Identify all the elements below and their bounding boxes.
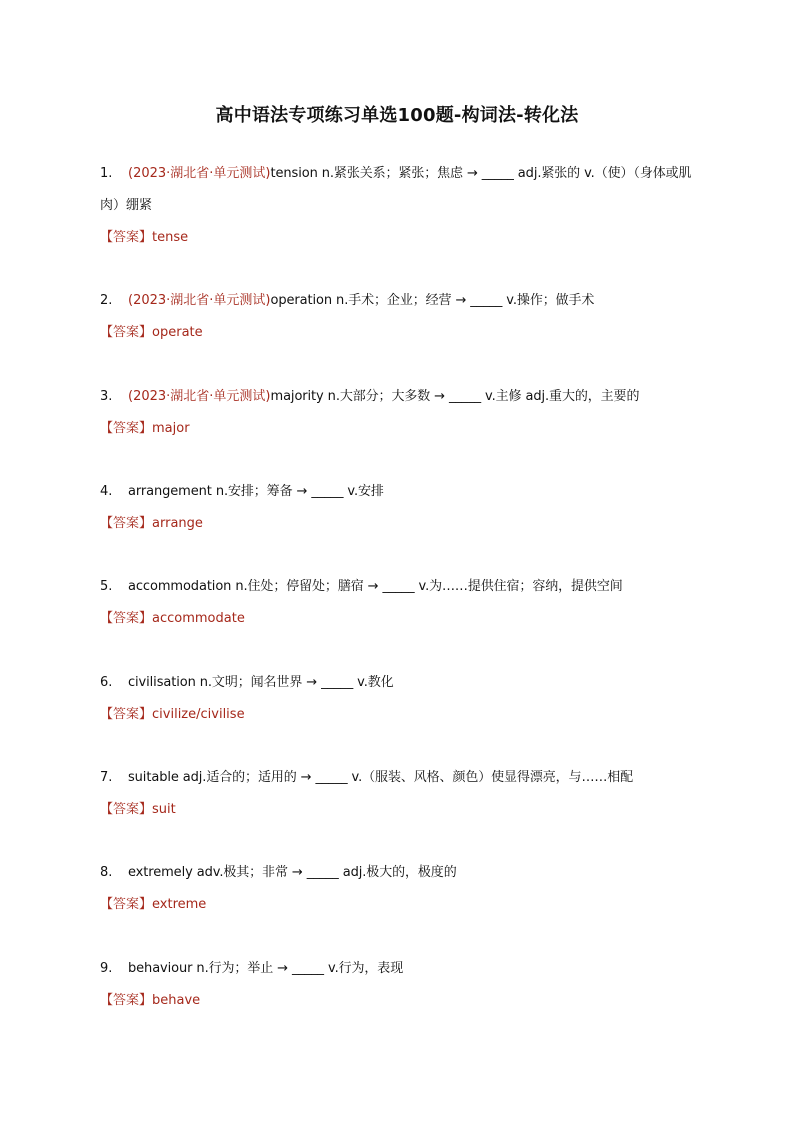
answer-5 xyxy=(100,609,245,629)
question-stem: tension n.紧张关系；紧张；焦虑 → _____ adj.紧张的 v.（使）（身体或肌 xyxy=(270,166,692,181)
question-number: 9. xyxy=(100,961,113,976)
question-number: 6. xyxy=(100,675,113,690)
answer-6 xyxy=(100,705,245,725)
answer-value: major xyxy=(152,421,190,436)
question-number: 4. xyxy=(100,484,113,499)
answer-9 xyxy=(100,991,200,1011)
question-2 xyxy=(100,285,730,317)
question-source: (2023·湖北省·单元测试) xyxy=(128,389,271,404)
question-stem: majority n.大部分；大多数 → _____ v.主修 adj.重大的，主要的 xyxy=(270,389,640,404)
question-stem: operation n.手术；企业；经营 → _____ v.操作；做手术 xyxy=(270,293,595,308)
answer-label: 【答案】 xyxy=(100,611,153,626)
question-7 xyxy=(100,762,730,794)
page-title: 高中语法专项练习单选100题-构词法-转化法 xyxy=(215,105,579,126)
answer-label: 【答案】 xyxy=(100,516,153,531)
question-1-continuation: 肉）绷紧 xyxy=(100,198,153,213)
question-stem: suitable adj.适合的；适用的 → _____ v.（服装、风格、颜色）使显得漂亮，与……相配 xyxy=(128,770,634,785)
question-4 xyxy=(100,476,730,508)
question-number: 5. xyxy=(100,579,113,594)
question-stem: accommodation n.住处；停留处；膳宿 → _____ v.为……提供住宿；容纳，提供空间 xyxy=(128,579,623,594)
question-number: 1. xyxy=(100,166,113,181)
answer-value: arrange xyxy=(152,516,203,531)
answer-value: operate xyxy=(152,325,203,340)
answer-label: 【答案】 xyxy=(100,230,153,245)
question-number: 2. xyxy=(100,293,113,308)
answer-value: accommodate xyxy=(152,611,245,626)
answer-value: civilize/civilise xyxy=(152,707,245,722)
question-stem: civilisation n.文明；闻名世界 → _____ v.教化 xyxy=(128,675,394,690)
answer-7 xyxy=(100,800,176,820)
question-stem: extremely adv.极其；非常 → _____ adj.极大的，极度的 xyxy=(128,865,457,880)
question-number: 3. xyxy=(100,389,113,404)
answer-label: 【答案】 xyxy=(100,993,153,1008)
question-source: (2023·湖北省·单元测试) xyxy=(128,166,271,181)
question-9 xyxy=(100,953,730,985)
question-6 xyxy=(100,667,730,699)
answer-label: 【答案】 xyxy=(100,802,153,817)
answer-value: suit xyxy=(152,802,176,817)
answer-label: 【答案】 xyxy=(100,421,153,436)
question-stem: arrangement n.安排；筹备 → _____ v.安排 xyxy=(128,484,384,499)
answer-value: extreme xyxy=(152,897,207,912)
question-5 xyxy=(100,571,730,603)
answer-3 xyxy=(100,419,190,439)
question-1 xyxy=(100,158,730,190)
answer-1 xyxy=(100,228,188,248)
answer-label: 【答案】 xyxy=(100,897,153,912)
question-stem: behaviour n.行为；举止 → _____ v.行为，表现 xyxy=(128,961,404,976)
answer-value: tense xyxy=(152,230,189,245)
question-number: 8. xyxy=(100,865,113,880)
answer-4 xyxy=(100,514,203,534)
question-source: (2023·湖北省·单元测试) xyxy=(128,293,271,308)
answer-label: 【答案】 xyxy=(100,325,153,340)
answer-8 xyxy=(100,895,206,915)
question-3 xyxy=(100,381,730,413)
question-8 xyxy=(100,857,730,889)
answer-value: behave xyxy=(152,993,201,1008)
answer-label: 【答案】 xyxy=(100,707,153,722)
question-number: 7. xyxy=(100,770,113,785)
answer-2 xyxy=(100,323,203,343)
